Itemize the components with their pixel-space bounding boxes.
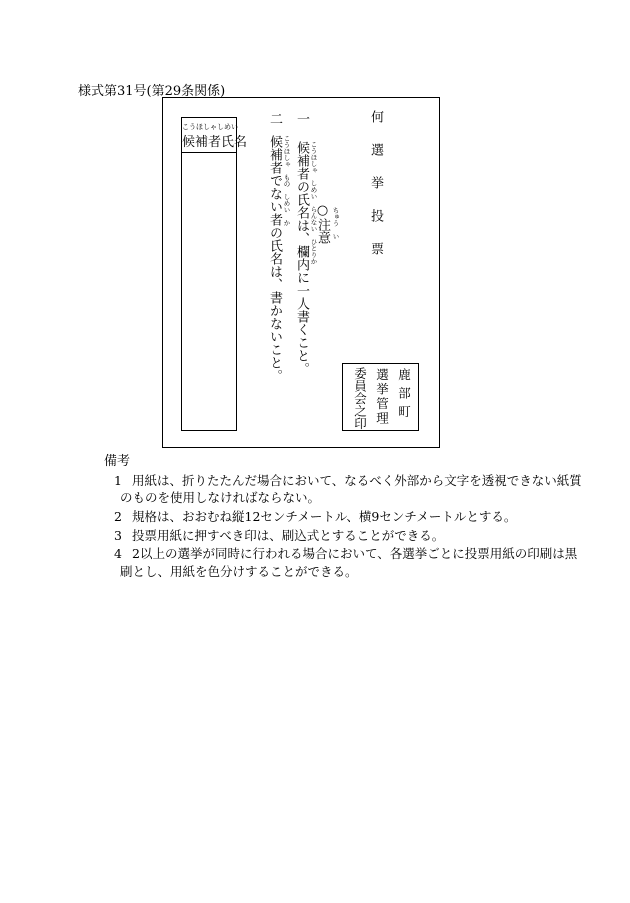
note-4-text: 2以上の選挙が同時に行われる場合において、各選挙ごとに投票用紙の印刷は黒	[132, 546, 578, 561]
note-1-text: 用紙は、折りたたんだ場合において、なるべく外部から文字を透視できない紙質	[132, 473, 582, 488]
note-3	[114, 526, 444, 544]
note-4-line1	[114, 544, 577, 562]
rule2-ruby: こうほしゃ もの しめい か	[282, 135, 291, 226]
candidate-name-label: 候補者氏名	[182, 135, 248, 150]
rule1-ruby: こうほしゃ しめい らんない ひとりか	[309, 141, 318, 265]
note-1-line2: のものを使用しなければならない。	[120, 490, 321, 505]
seal-text-seal: 委員会之印	[352, 367, 368, 430]
note-4-number: 4	[114, 546, 122, 561]
rule1-text: 候補者の氏名は、欄内に一人書くこと。	[294, 141, 309, 375]
note-2-text: 規格は、おおむね縦12センチメートル、横9センチメートルとする。	[132, 509, 517, 524]
caution-label: ○注意	[315, 203, 330, 244]
candidate-name-header	[182, 118, 248, 153]
note-1-number: 1	[114, 473, 122, 488]
rule2-text: 候補者でない者の氏名は、書かないこと。	[267, 135, 282, 382]
note-1-line1	[114, 471, 582, 489]
note-4-line2: 刷とし、用紙を色分けすることができる。	[120, 564, 358, 579]
candidate-name-column	[181, 117, 248, 431]
form-number-label: 様式第31号(第29条関係)	[78, 84, 226, 99]
seal-text-town: 鹿部町	[396, 368, 412, 424]
caution-ruby: ちゅう い	[331, 207, 340, 240]
rule1-number: 一	[294, 112, 309, 125]
note-3-number: 3	[114, 528, 122, 543]
notes-heading: 備考	[104, 454, 131, 469]
note-2-number: 2	[114, 509, 122, 524]
seal-text-committee: 選挙管理	[374, 368, 390, 426]
candidate-name-ruby: こうほしゃしめい	[182, 123, 238, 131]
note-3-text: 投票用紙に押すべき印は、刷込式とすることができる。	[132, 528, 445, 543]
rule2-number: 二	[267, 112, 282, 125]
note-2	[114, 507, 516, 525]
ballot-title: 何選挙投票	[368, 110, 383, 275]
